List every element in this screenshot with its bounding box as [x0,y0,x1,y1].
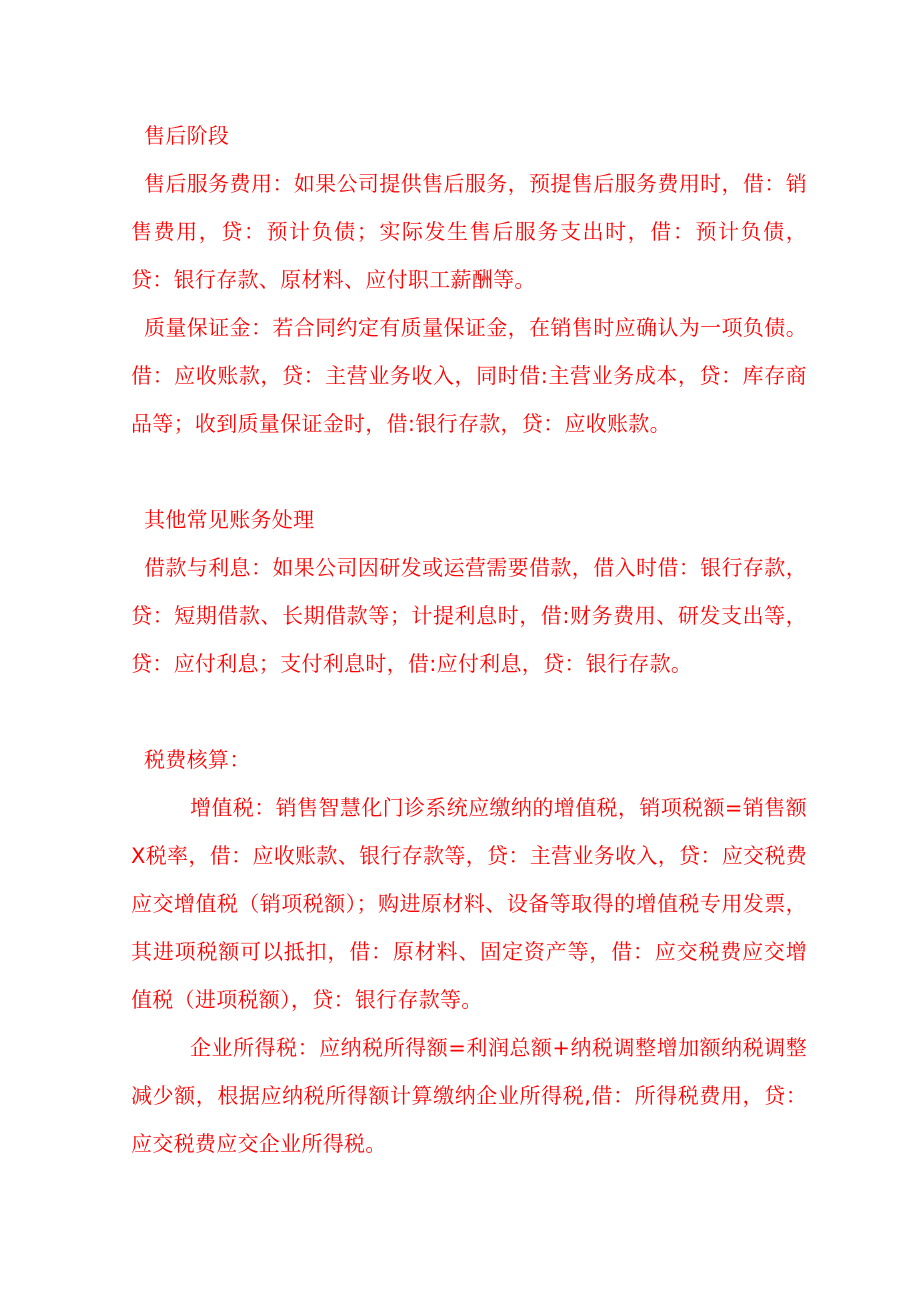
heading-after-sales: 售后阶段 [144,124,230,148]
document-body [131,112,807,1168]
para-vat: 增值税：销售智慧化门诊系统应缴纳的增值税，销项税额=销售额X税率，借：应收账款、银行存款等，贷：主营业务收入，贷：应交税费应交增值税（销项税额）；购进原材料、设备等取得的增值税专用发票，其进项税额可以抵扣，借：原材料、固定资产等，借：应交税费应交增值税（进项税额），贷：银行存款等。 [131,796,807,1012]
para-loans-interest: 借款与利息：如果公司因研发或运营需要借款，借入时借：银行存款，贷：短期借款、长期借款等；计提利息时，借:财务费用、研发支出等，贷：应付利息；支付利息时，借:应付利息，贷：银行存款。 [131,556,807,676]
para-quality-deposit: 质量保证金：若合同约定有质量保证金，在销售时应确认为一项负债。借：应收账款，贷：主营业务收入，同时借:主营业务成本，贷：库存商品等；收到质量保证金时，借:银行存款，贷：应收账款。 [131,316,807,436]
section-spacer [131,448,807,496]
heading-other-accounting: 其他常见账务处理 [144,508,315,532]
section-spacer [131,688,807,736]
para-after-sales-service-fee: 售后服务费用：如果公司提供售后服务，预提售后服务费用时，借：销售费用，贷：预计负债；实际发生售后服务支出时，借：预计负债，贷：银行存款、原材料、应付职工薪酬等。 [131,172,807,292]
para-income-tax: 企业所得税：应纳税所得额=利润总额+纳税调整增加额纳税调整减少额，根据应纳税所得额计算缴纳企业所得税,借：所得税费用，贷：应交税费应交企业所得税。 [131,1036,807,1156]
heading-tax-accounting: 税费核算： [144,748,251,772]
